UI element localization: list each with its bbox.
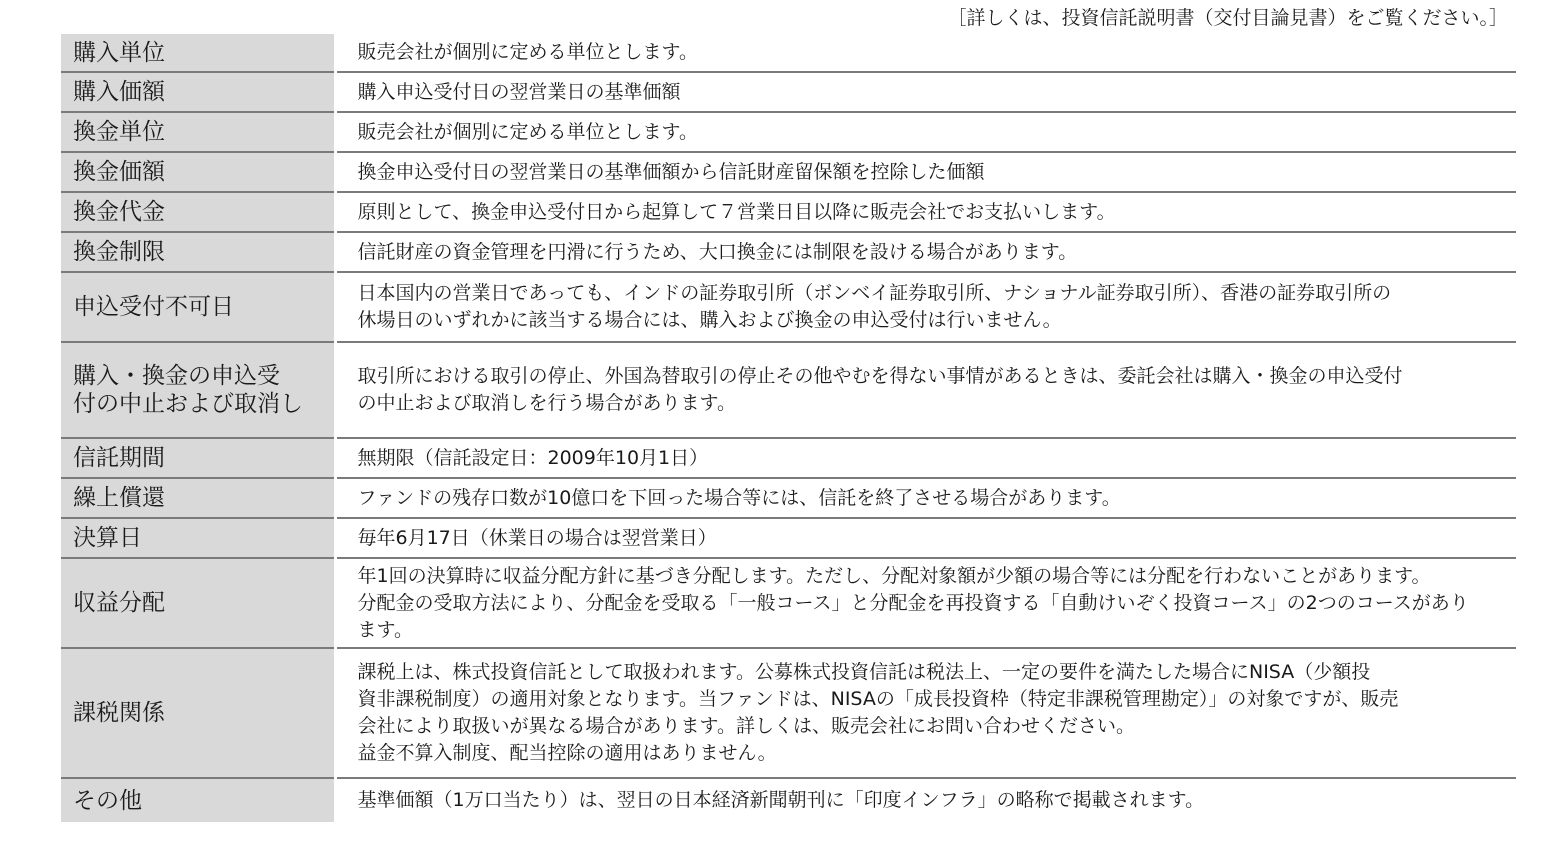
row-value [335, 342, 1516, 438]
row-label-line: 購入単位 [73, 39, 165, 66]
fund-info-table [61, 34, 1516, 822]
row-value-line: 年1回の決算時に収益分配方針に基づき分配します。ただし、分配対象額が少額の場合等には分配を行わないことがあります。 [357, 564, 1431, 587]
row-value-line: 購入申込受付日の翌営業日の基準価額 [357, 80, 681, 103]
table-row [61, 272, 1516, 342]
row-value-line: 販売会社が個別に定める単位とします。 [357, 120, 698, 143]
row-value-line: 換金申込受付日の翌営業日の基準価額から信託財産留保額を控除した価額 [357, 160, 985, 183]
row-value [335, 192, 1516, 232]
row-label [61, 272, 335, 342]
table-row [61, 648, 1516, 778]
row-value-line: 益金不算入制度、配当控除の適用はありません。 [357, 742, 777, 764]
row-label-line: 購入価額 [73, 79, 165, 105]
row-value-line: 分配金の受取方法により、分配金を受取る「一般コース」と分配金を再投資する「自動けいぞく投資コース」の2つのコースがあり [357, 591, 1469, 614]
row-value-line: 毎年6月17日（休業日の場合は翌営業日） [357, 526, 717, 549]
row-label-line: 換金代金 [73, 199, 165, 225]
row-label-line: 申込受付不可日 [73, 294, 234, 320]
row-label [61, 232, 335, 272]
table-row [61, 232, 1516, 272]
row-label [61, 72, 335, 112]
row-label [61, 112, 335, 152]
row-value-line: 会社により取扱いが異なる場合があります。詳しくは、販売会社にお問い合わせください。 [357, 715, 1135, 737]
row-value [335, 558, 1516, 648]
row-label [61, 152, 335, 192]
row-label-line: 信託期間 [73, 445, 165, 471]
table-row [61, 152, 1516, 192]
row-value-line: 原則として、換金申込受付日から起算して７営業日目以降に販売会社でお支払いします。 [357, 200, 1116, 223]
table-row [61, 72, 1516, 112]
table-row [61, 342, 1516, 438]
table-row [61, 778, 1516, 822]
row-value-line: の中止および取消しを行う場合があります。 [357, 392, 736, 414]
row-value [335, 112, 1516, 152]
table-row [61, 558, 1516, 648]
row-value-line: 販売会社が個別に定める単位とします。 [357, 41, 698, 63]
row-label-line: 付の中止および取消し [73, 391, 303, 417]
table-row [61, 112, 1516, 152]
table-row [61, 438, 1516, 478]
row-label [61, 478, 335, 518]
row-value [335, 72, 1516, 112]
row-label [61, 192, 335, 232]
row-label [61, 518, 335, 558]
row-value-line: 取引所における取引の停止、外国為替取引の停止その他やむを得ない事情があるときは、委託会社は購入・換金の申込受付 [357, 365, 1403, 387]
row-label-line: その他 [73, 787, 142, 814]
row-value-line: 資非課税制度）の適用対象となります。当ファンドは、NISAの「成長投資枠（特定非課税管理勘定）」の対象ですが、販売 [357, 688, 1399, 710]
row-label-line: 繰上償還 [73, 485, 165, 511]
row-value [335, 648, 1516, 778]
row-label-line: 課税関係 [73, 700, 165, 726]
row-label [61, 648, 335, 778]
reference-note: ［詳しくは、投資信託説明書（交付目論見書）をご覧ください。］ [947, 7, 1508, 29]
row-label [61, 438, 335, 478]
row-value-line: 課税上は、株式投資信託として取扱われます。公募株式投資信託は税法上、一定の要件を満たした場合にNISA（少額投 [357, 661, 1371, 683]
table-row [61, 34, 1516, 72]
row-label [61, 778, 335, 822]
row-value [335, 778, 1516, 822]
row-value-line: 休場日のいずれかに該当する場合には、購入および換金の申込受付は行いません。 [357, 309, 1062, 331]
row-label [61, 34, 335, 72]
row-value-line: ます。 [357, 618, 413, 641]
table-row [61, 478, 1516, 518]
row-value-line: 信託財産の資金管理を円滑に行うため、大口換金には制限を設ける場合があります。 [357, 240, 1078, 263]
row-value [335, 438, 1516, 478]
row-value [335, 152, 1516, 192]
row-value-line: 基準価額（1万口当たり）は、翌日の日本経済新聞朝刊に「印度インフラ」の略称で掲載されます。 [357, 789, 1205, 811]
row-label-line: 換金価額 [73, 159, 165, 185]
row-label-line: 換金制限 [73, 239, 165, 265]
row-value-line: 日本国内の営業日であっても、インドの証券取引所（ボンベイ証券取引所、ナショナル証券取引所）、香港の証券取引所の [357, 282, 1392, 304]
row-label [61, 342, 335, 438]
row-label [61, 558, 335, 648]
row-value [335, 232, 1516, 272]
row-value [335, 518, 1516, 558]
row-label-line: 決算日 [73, 525, 142, 551]
table-row [61, 192, 1516, 232]
row-value-line: ファンドの残存口数が10億口を下回った場合等には、信託を終了させる場合があります。 [357, 486, 1121, 509]
row-label-line: 換金単位 [73, 119, 165, 145]
row-value [335, 478, 1516, 518]
table-row [61, 518, 1516, 558]
row-label-line: 収益分配 [73, 590, 165, 616]
row-value [335, 34, 1516, 72]
row-label-line: 購入・換金の申込受 [73, 363, 280, 389]
row-value [335, 272, 1516, 342]
row-value-line: 無期限（信託設定日：2009年10月1日） [357, 446, 709, 469]
